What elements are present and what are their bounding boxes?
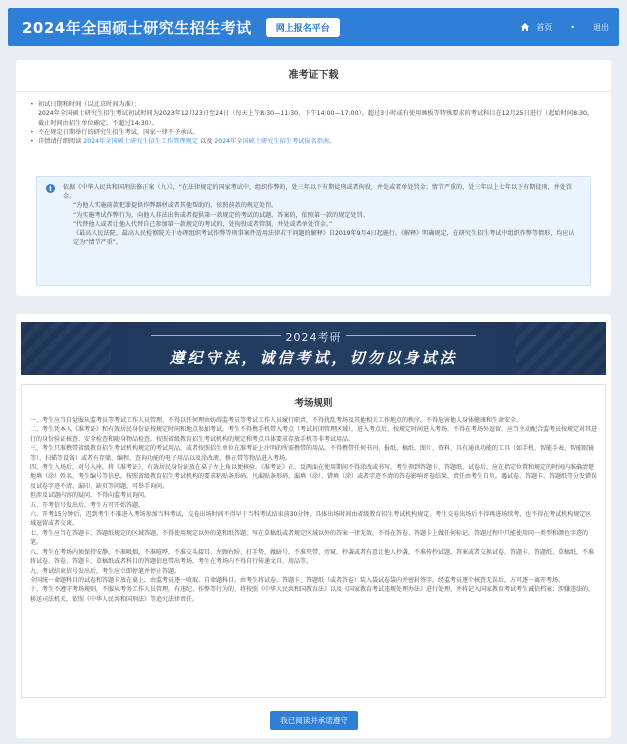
law-line: 依据《中华人民共和国刑法修正案（九）》，“在法律规定的国家考试中，组织作弊的，处三年以下有期徒刑或者拘役，并处或者单处罚金；情节严重的，处三年以上七年以下有期徒刑，并处罚金。 xyxy=(63,184,572,201)
registration-guide-link[interactable]: 2024年全国硕士研究生招生考试报名指南 xyxy=(214,138,330,146)
law-line: 《最高人民法院、最高人民检察院关于办理组织考试作弊等刑事案件适用法律若干问题的解释》自2019年9月4日起施行。《解释》明确规定，在研究生招生考试中组织作弊等情形，均应认定为“情节严重”。 xyxy=(73,230,575,247)
header-nav xyxy=(520,22,609,33)
ticket-card-title: 准考证下载 xyxy=(16,60,611,92)
notice-item: • 初试日期和时间（以北京时间为准）： xyxy=(30,100,599,109)
rule-item: 一、考生应当自觉服从监考员等考试工作人员管理，不得以任何理由妨碍监考员等考试工作人员履行职责，不得扰乱考场及其他相关工作地点的秩序，不得危害他人身体健康和生命安全。 xyxy=(30,417,523,424)
info-icon: i xyxy=(46,184,55,193)
app-title: 2024年全国硕士研究生招生考试 xyxy=(22,18,252,37)
rule-item: 全国统一命题科目的试卷和答题卡放在桌上，由监考员逐一收取。自命题科目，由考生将试卷、答题卡、答题纸（或者答卷）装入袋试卷袋内并密封签字。经监考员逐个核查无误后，方可逐一离开考场。 xyxy=(30,576,565,584)
banner-slogan: 遵纪守法，诚信考试，切勿以身试法 xyxy=(169,349,458,367)
rules-title: 考场规则 xyxy=(294,398,333,409)
rule-item: 二、考生凭本人《准考证》和有效居民身份证按规定时间和地点参加考试。考生不得携手机带入考点（考试封闭管理区域），进入考点后，按规定时间进入考场，不得在考场外逗留。应当主动配合监考员按规定对其进行的身份验证核查、安全检查和随身物品检查。按照省级教育招生考试机构的规定和考点具体要求存放手机等非考试用品。 xyxy=(30,426,598,443)
rule-item: 五、开考信号发出后，考生方可开始答题。 xyxy=(30,501,145,509)
law-line: “代替他人或者让他人代替自己参加第一款规定的考试的，处拘役或者管制，并处或者单处罚金。” xyxy=(73,220,333,228)
rule-item: 八、考生在考场内须保持安静，不准吸烟，不准喧哗，不准交头接耳、左顾右盼、打手势、做暗号，不准夹带、旁窥、抄袭或者有意让他人抄袭，不准传抄试题、答案或者交换试卷、答题卡、答题纸、草稿纸，不准将试卷、答卷、答题卡、草稿纸或者科目的答题信息带出考场，考生在考场内不得自行传递文具、用品等。 xyxy=(30,548,595,566)
rule-item: 十、考生不遵守考场规则，不服从考务工作人员管理，有违纪、作弊等行为的，将按照《中华人民共和国教育法》以及《国家教育考试违规处理办法》进行处理，并将记入国家教育考试考生诚信档案；涉嫌违法的，移送司法机关，依照《中华人民共和国刑法》等追究法律责任。 xyxy=(30,586,595,603)
rules-box xyxy=(21,384,606,698)
agree-rules-button[interactable]: 我已阅读并承诺遵守 xyxy=(270,711,358,730)
rule-item: 但涉及试题内容的疑问，不得向监考员询问。 xyxy=(30,492,151,500)
details-mid: 以及 xyxy=(200,138,213,146)
details-suffix: 。 xyxy=(329,138,336,146)
details-prefix: 详情请仔细阅读 xyxy=(38,138,82,146)
rule-item: 六、开考15分钟后，迟到考生不准进入考场参加当科考试，交卷出场时间不得早于当科考试结束前30分钟，具体出场时间由省级教育招生考试机构规定。考生交卷出场后不得再进场续考，也不得在考试机构规定区域逗留或者交谈。 xyxy=(30,511,592,528)
management-rules-link[interactable]: 2024年全国硕士研究生招生工作管理规定 xyxy=(83,138,199,146)
home-icon[interactable] xyxy=(520,22,530,32)
law-line: “为他人实施前款犯罪提供作弊器材或者其他帮助的，依照前款的规定处罚。 xyxy=(73,202,278,210)
banner-year: 2024考研 xyxy=(285,331,342,344)
rule-item: 三、考生只准携带省级教育招生考试机构规定的考试用品，或者按照招生单位在准考证上注明的所需携带的用品。不得携带任何书刊、报纸、稿纸、图片、资料、具有通讯功能的工具（如手机、智能手表、智能眼镜等）、扫描等设备）或者有存储、编程、查询功能的电子用品以及涂改液、修正带等物品进入考场。 xyxy=(30,445,595,462)
home-link[interactable]: 首页 xyxy=(536,22,553,32)
top-header xyxy=(8,8,619,46)
platform-badge: 网上报名平台 xyxy=(266,18,340,37)
rule-item: 九、考试结束信号发出后，考生应立即停笔并停止答题。 xyxy=(30,567,181,575)
rules-text xyxy=(30,416,597,604)
nav-separator: • xyxy=(570,22,575,32)
notice-item-details xyxy=(30,137,599,146)
notice-item-detail: 2024年全国硕士研究生招生考试初试时间为2023年12月23日至24日（每天上午8:30—11:30，下午14:00—17:00）。超过3小时或有使用画板等特殊要求的考试科目在12月25日进行（起始时间8:30，截止时间由招生单位确定，不超过14:30）。 xyxy=(38,110,594,127)
notice-list xyxy=(16,92,611,146)
law-notice-box xyxy=(36,176,591,286)
exam-rules-card xyxy=(16,314,611,738)
slogan-banner xyxy=(21,322,606,375)
ticket-download-card xyxy=(16,60,611,296)
rule-item: 七、考生应当在答题卡、答题纸规定的区域答题。不得使用规定以外的笔和纸答题，写在草稿纸或者规定区域以外的答案一律无效，不得在答卷、答题卡上做任何标记。答题过程中只能使用同一类型和颜色字迹的笔。 xyxy=(30,529,589,547)
rule-item: 四、考生入场后，对号入座，将《准考证》、有效居民身份证放在桌子左上角以便核验。《准考证》正、反两面在使用期间不得涂改或书写。考生领到答题卡、答题纸、试卷后，应在指定位置和规定的时间内准确清楚地填（涂）姓名、考生编号等信息。按照省级教育招生考试机构的要求粘贴条形码。凡漏贴条形码、漏填（涂）、错填（涂）或者字迹不清的答卷影响评卷结果，责任由考生自负。遇试卷、答题卡、答题纸等分发错误及试卷字迹不清、漏印、缺页等问题，可举手询问。 xyxy=(30,464,598,490)
notice-item: • 不在规定日期举行的研究生招生考试，国家一律不予承认。 xyxy=(30,128,599,137)
law-line: “为实施考试作弊行为，向他人非法出售或者提供第一款规定的考试的试题、答案的，依照第一款的规定处罚。 xyxy=(73,211,369,219)
logout-link[interactable]: 退出 xyxy=(593,22,609,32)
